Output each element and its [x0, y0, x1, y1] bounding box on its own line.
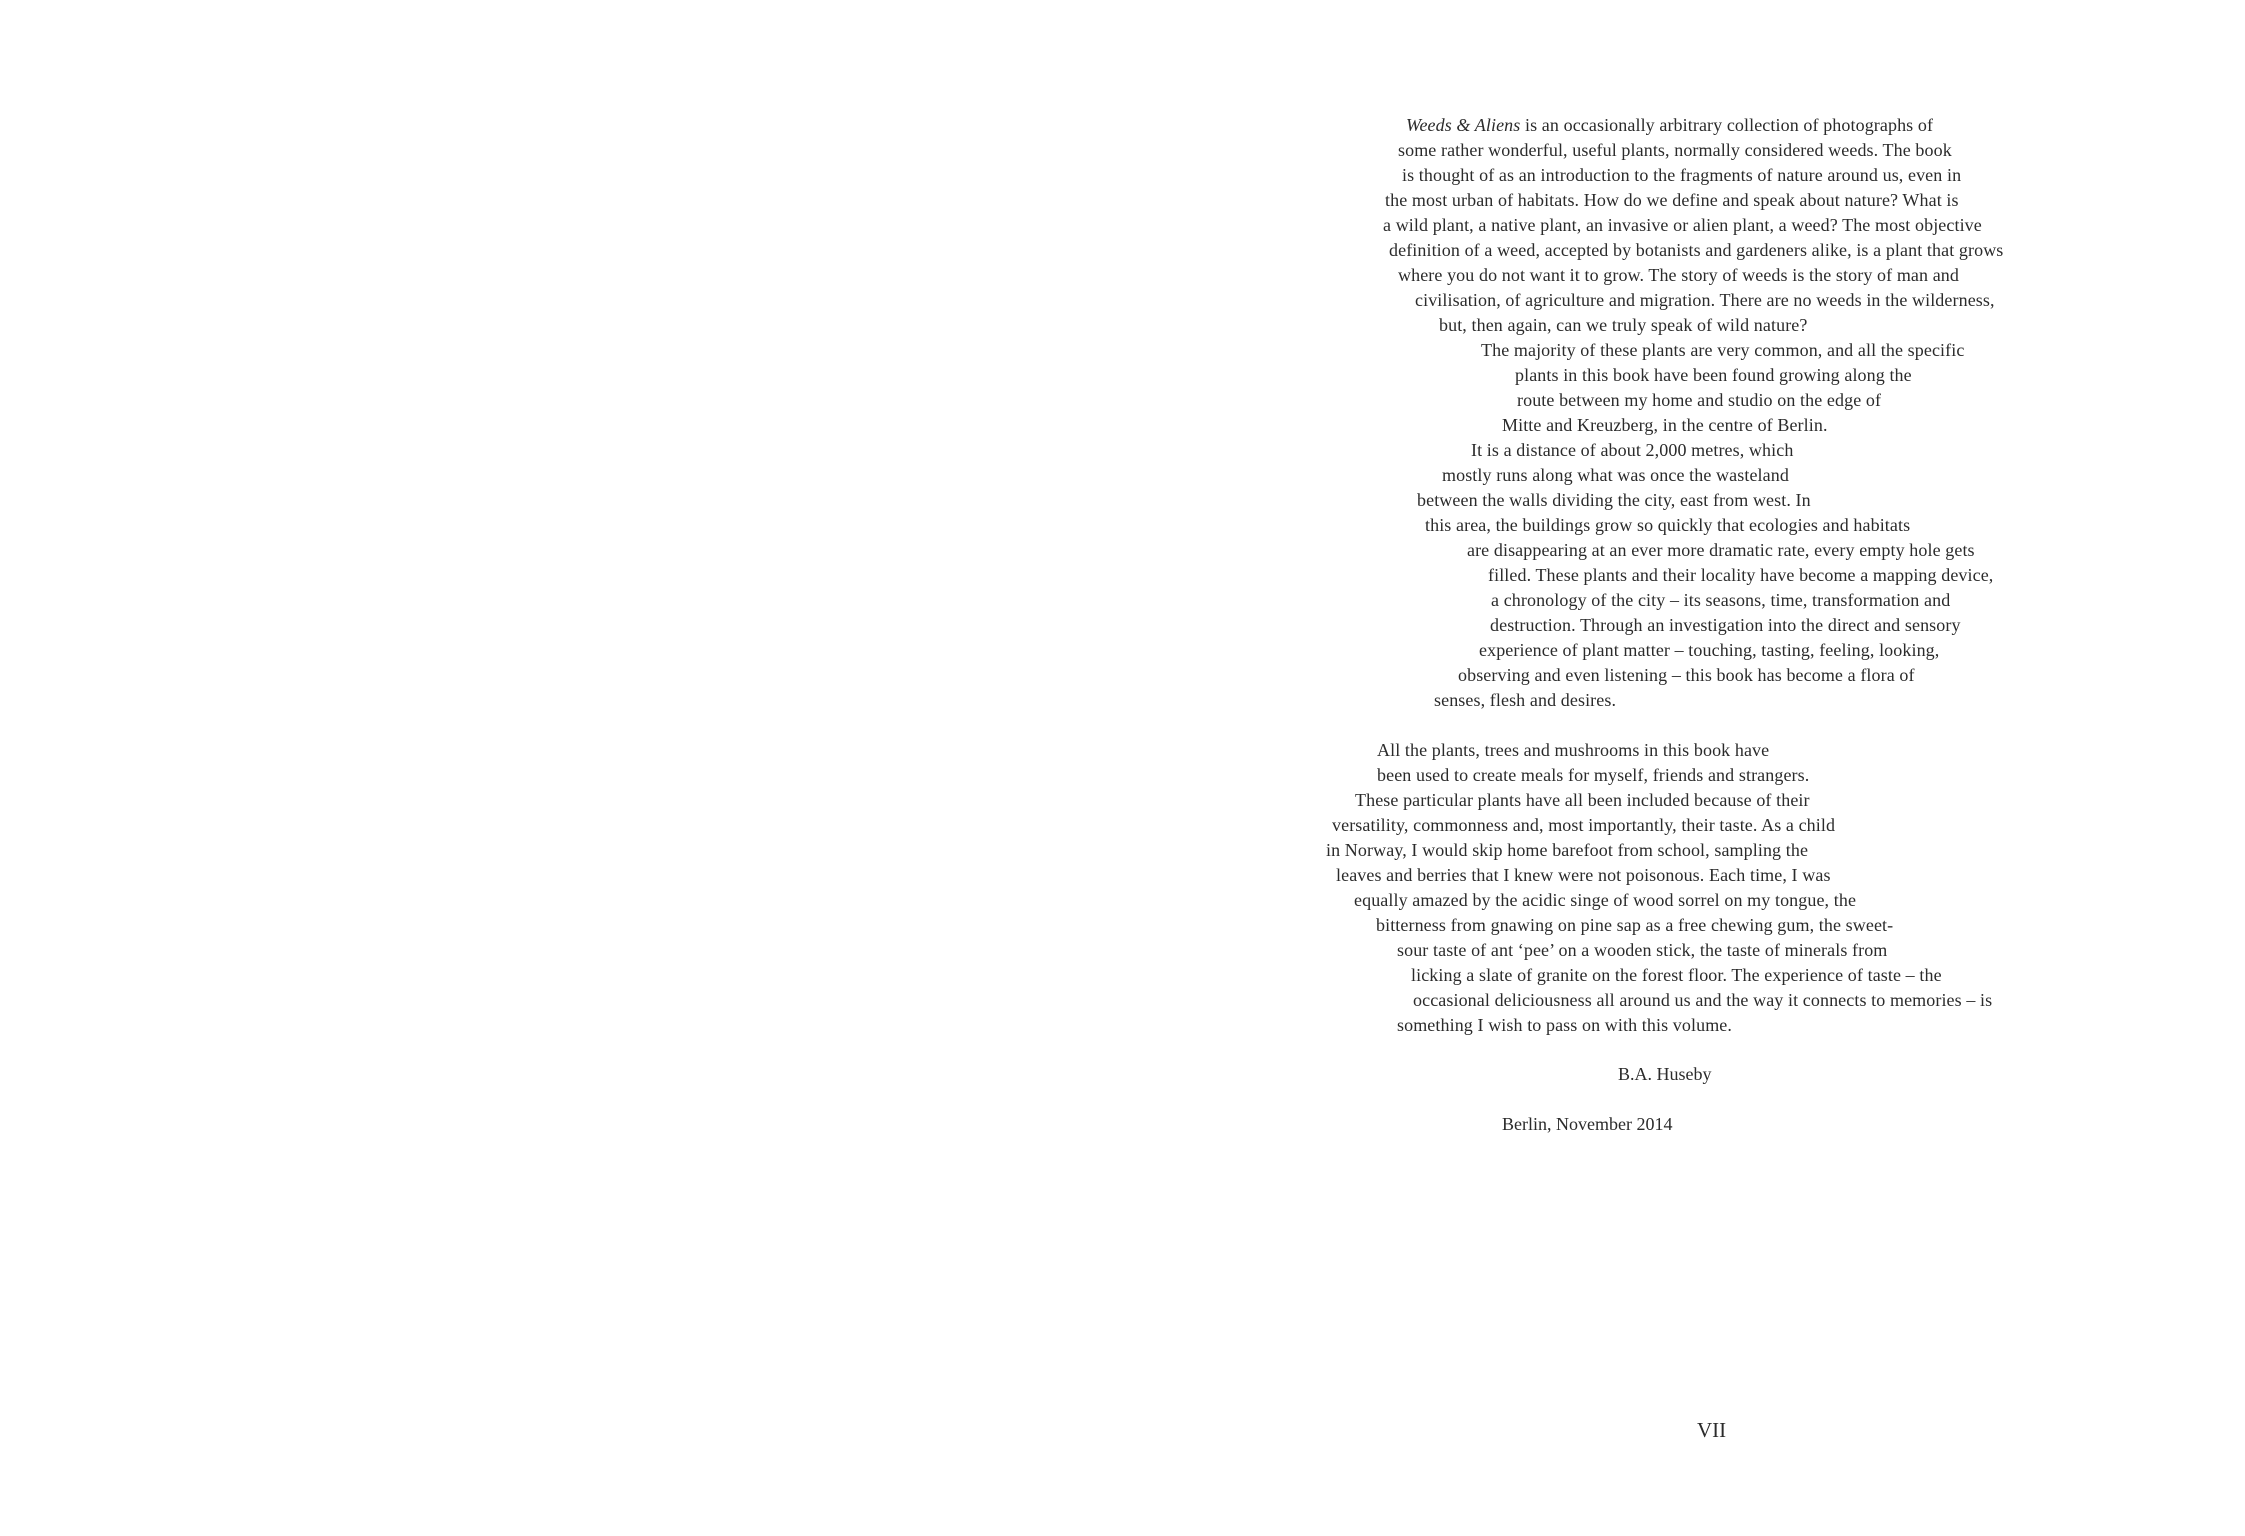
text-line: All the plants, trees and mushrooms in this book have [1377, 740, 1770, 760]
text-line: versatility, commonness and, most importantly, their taste. As a child [1332, 815, 1836, 835]
text-line: occasional deliciousness all around us and the way it connects to memories – is [1413, 990, 1993, 1010]
text-line: plants in this book have been found growing along the [1515, 365, 1912, 385]
text-line: licking a slate of granite on the forest floor. The experience of taste – the [1411, 965, 1942, 985]
text-line: senses, flesh and desires. [1434, 690, 1617, 710]
text-line: a chronology of the city – its seasons, time, transformation and [1491, 590, 1951, 610]
text-line: some rather wonderful, useful plants, normally considered weeds. The book [1398, 140, 1952, 160]
text-line: are disappearing at an ever more dramatic rate, every empty hole gets [1467, 540, 1975, 560]
text-line: experience of plant matter – touching, tasting, feeling, looking, [1479, 640, 1940, 660]
text-line: These particular plants have all been included because of their [1355, 790, 1810, 810]
author-signature: B.A. Huseby [1618, 1064, 1712, 1084]
text-line: leaves and berries that I knew were not poisonous. Each time, I was [1336, 865, 1831, 885]
text-line: equally amazed by the acidic singe of wood sorrel on my tongue, the [1354, 890, 1857, 910]
text-line: filled. These plants and their locality have become a mapping device, [1488, 565, 1994, 585]
book-title-italic: Weeds & Aliens [1406, 115, 1521, 135]
text-line: definition of a weed, accepted by botanists and gardeners alike, is a plant that grows [1389, 240, 2004, 260]
left-page-blank [0, 0, 1122, 1536]
page-number: VII [1697, 1418, 1727, 1442]
text-line: observing and even listening – this book has become a flora of [1458, 665, 1915, 685]
text-line: sour taste of ant ‘pee’ on a wooden stick, the taste of minerals from [1397, 940, 1888, 960]
text-line: mostly runs along what was once the wasteland [1442, 465, 1789, 485]
text-line: but, then again, can we truly speak of wild nature? [1439, 315, 1808, 335]
text-line: between the walls dividing the city, east from west. In [1417, 490, 1811, 510]
text-line: The majority of these plants are very common, and all the specific [1481, 340, 1965, 360]
text-line: destruction. Through an investigation into the direct and sensory [1490, 615, 1961, 635]
text-line: been used to create meals for myself, friends and strangers. [1377, 765, 1810, 785]
text-line: It is a distance of about 2,000 metres, which [1471, 440, 1794, 460]
text-line: Weeds & Aliens is an occasionally arbitrary collection of photographs of [1406, 115, 1934, 135]
text-line: something I wish to pass on with this volume. [1397, 1015, 1732, 1035]
text-line: this area, the buildings grow so quickly that ecologies and habitats [1425, 515, 1911, 535]
text-line: Mitte and Kreuzberg, in the centre of Berlin. [1502, 415, 1828, 435]
text-line: where you do not want it to grow. The story of weeds is the story of man and [1398, 265, 1959, 285]
text-line: bitterness from gnawing on pine sap as a free chewing gum, the sweet- [1376, 915, 1894, 935]
right-page [1122, 0, 2245, 1536]
text-line: route between my home and studio on the edge of [1517, 390, 1882, 410]
text-line: civilisation, of agriculture and migration. There are no weeds in the wilderness, [1415, 290, 1995, 310]
place-date: Berlin, November 2014 [1502, 1114, 1673, 1134]
text-line: in Norway, I would skip home barefoot from school, sampling the [1326, 840, 1809, 860]
text-line: the most urban of habitats. How do we define and speak about nature? What is [1385, 190, 1959, 210]
text-line: is thought of as an introduction to the fragments of nature around us, even in [1402, 165, 1962, 185]
text-line: a wild plant, a native plant, an invasive or alien plant, a weed? The most objective [1383, 215, 1982, 235]
